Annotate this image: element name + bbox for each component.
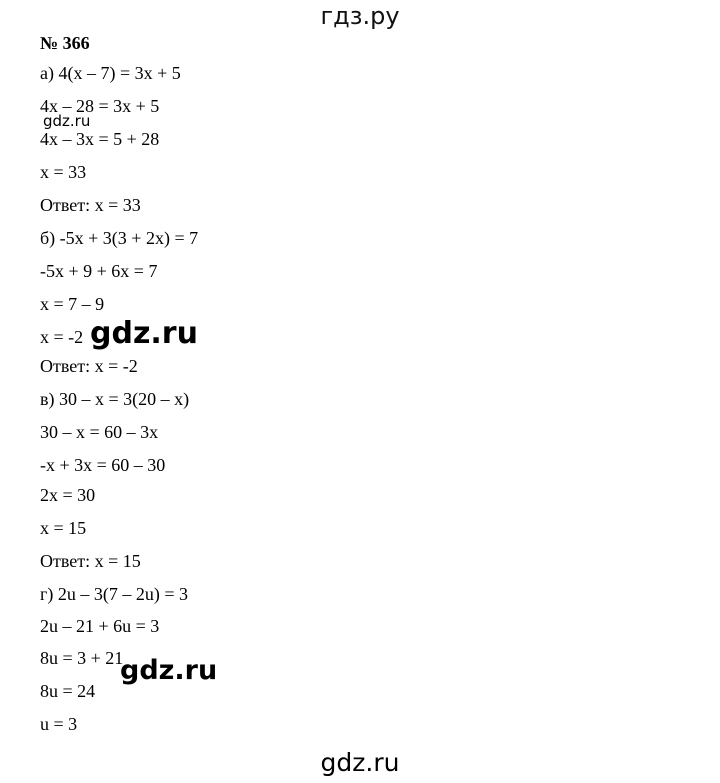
site-title: гдз.ру xyxy=(320,2,400,30)
solution-line: 30 – х = 60 – 3х xyxy=(40,422,159,442)
problem-number: № 366 xyxy=(40,33,90,53)
solution-line: х = -2 xyxy=(40,327,84,347)
solution-line: г) 2u – 3(7 – 2u) = 3 xyxy=(40,584,189,604)
solution-line: 2х = 30 xyxy=(40,485,96,505)
answer-line: Ответ: х = 15 xyxy=(40,551,141,571)
watermark-middle: gdz.ru xyxy=(90,316,198,351)
answer-line: Ответ: х = -2 xyxy=(40,356,138,376)
solution-line: 2u – 21 + 6u = 3 xyxy=(40,616,160,636)
solution-line: х = 15 xyxy=(40,518,87,538)
solution-line: а) 4(х – 7) = 3х + 5 xyxy=(40,63,181,83)
solution-line: -х + 3х = 60 – 30 xyxy=(40,455,166,475)
solution-line: б) -5х + 3(3 + 2х) = 7 xyxy=(40,228,199,248)
solution-line: в) 30 – х = 3(20 – х) xyxy=(40,389,190,409)
watermark-footer: gdz.ru xyxy=(320,748,400,777)
solution-line: 8u = 24 xyxy=(40,681,96,701)
solution-line: 4х – 28 = 3х + 5 xyxy=(40,96,160,116)
watermark-lower: gdz.ru xyxy=(120,655,218,686)
solution-line: 4х – 3х = 5 + 28 xyxy=(40,129,160,149)
watermark-small: gdz.ru xyxy=(43,112,91,130)
solution-line: х = 7 – 9 xyxy=(40,294,105,314)
solution-line: u = 3 xyxy=(40,714,78,734)
solution-line: -5х + 9 + 6х = 7 xyxy=(40,261,158,281)
solution-line: х = 33 xyxy=(40,162,87,182)
solution-line: 8u = 3 + 21 xyxy=(40,648,124,668)
answer-line: Ответ: х = 33 xyxy=(40,195,141,215)
